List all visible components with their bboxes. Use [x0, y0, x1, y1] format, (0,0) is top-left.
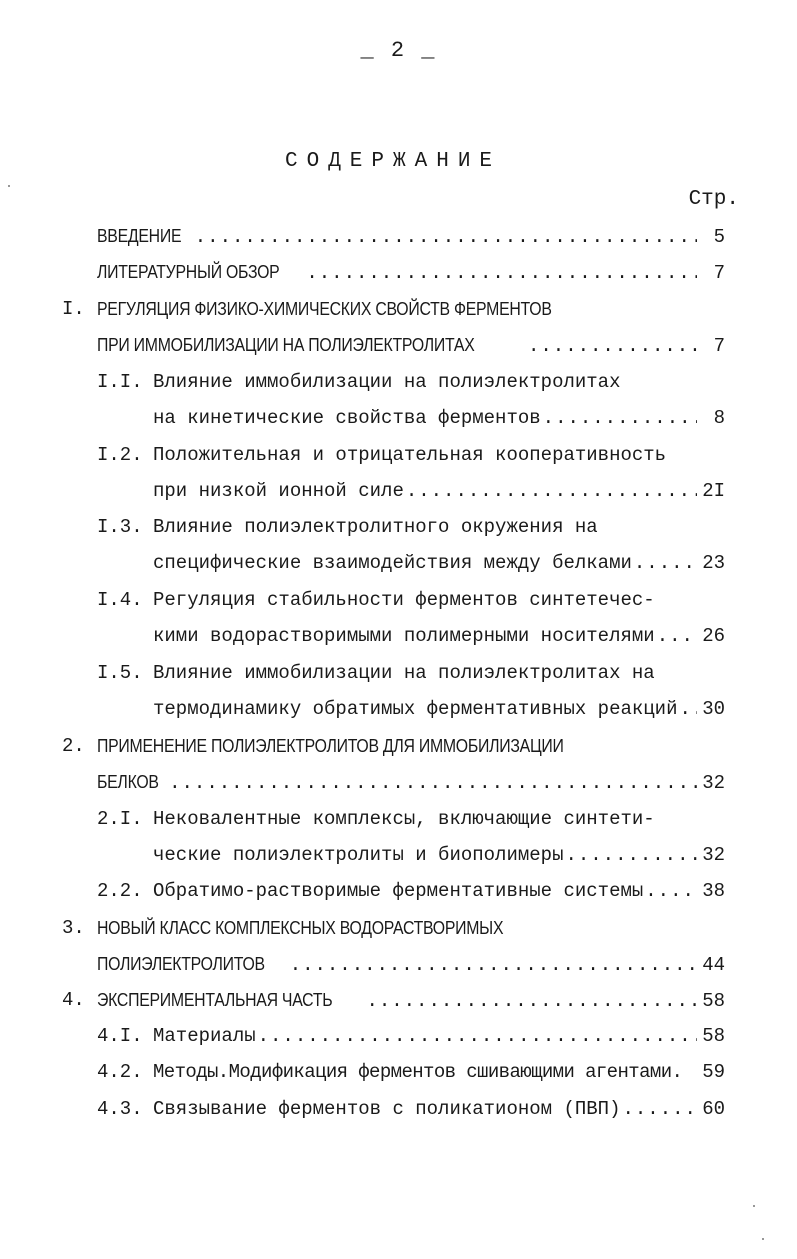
toc-entry-text: Связывание ферментов с поликатионом (ПВП) [153, 1098, 621, 1120]
toc-entry-4-2 [0, 1058, 797, 1086]
toc-entry-1-5-cont [0, 695, 797, 723]
leader-dots [528, 332, 697, 360]
toc-entry-2-1 [0, 805, 797, 833]
toc-entry-chapter-2-cont [0, 768, 797, 796]
toc-entry-4-3 [0, 1095, 797, 1123]
toc-entry-text: ПРИМЕНЕНИЕ ПОЛИЭЛЕКТРОЛИТОВ ДЛЯ ИММОБИЛИЗАЦИИ [97, 736, 564, 756]
toc-entry-text: ПРИ ИММОБИЛИЗАЦИИ НА ПОЛИЭЛЕКТРОЛИТАХ [97, 335, 475, 355]
toc-entry-number: I.4. [97, 589, 143, 611]
toc-page-number: 58 [702, 1025, 725, 1047]
leader-dots [169, 769, 697, 797]
leader-dots [306, 259, 697, 287]
toc-entry-text: специфические взаимодействия между белками [153, 552, 632, 574]
toc-entry-1-2-cont [0, 477, 797, 505]
toc-page-number: 58 [702, 990, 725, 1012]
scan-speck [8, 185, 10, 187]
toc-entry-1-5 [0, 659, 797, 687]
toc-entry-1-4 [0, 586, 797, 614]
toc-entry-number: I.I. [97, 371, 143, 393]
toc-entry-text: Методы.Модификация ферментов сшивающими агентами. [153, 1061, 683, 1083]
toc-entry-2-1-cont [0, 841, 797, 869]
scan-speck [753, 1205, 755, 1207]
toc-entry-text: НОВЫЙ КЛАСС КОМПЛЕКСНЫХ ВОДОРАСТВОРИМЫХ [97, 918, 504, 938]
leader-dots [290, 951, 697, 979]
toc-entry-chapter-2 [0, 732, 797, 760]
toc-entry-1-2 [0, 441, 797, 469]
toc-entry-text: Регуляция стабильности ферментов синтетечес- [153, 589, 655, 611]
toc-entry-1-3-cont [0, 549, 797, 577]
toc-entry-chapter-3 [0, 914, 797, 942]
toc-entry-text: Влияние иммобилизации на полиэлектролитах [153, 371, 621, 393]
toc-entry-text: при низкой ионной силе [153, 480, 404, 502]
toc-entry-review [0, 258, 797, 286]
toc-entry-text: ПОЛИЭЛЕКТРОЛИТОВ [97, 954, 265, 974]
toc-entry-number: I. [62, 298, 85, 320]
toc-entry-number: 4.2. [97, 1061, 143, 1083]
toc-page-number: 32 [702, 772, 725, 794]
toc-entry-2-2 [0, 877, 797, 905]
toc-entry-text: РЕГУЛЯЦИЯ ФИЗИКО-ХИМИЧЕСКИХ СВОЙСТВ ФЕРМЕНТОВ [97, 299, 552, 319]
toc-entry-text: на кинетические свойства ферментов [153, 407, 541, 429]
toc-entry-text: ЛИТЕРАТУРНЫЙ ОБЗОР [97, 262, 280, 282]
scan-speck [762, 1238, 764, 1240]
toc-entry-1-4-cont [0, 622, 797, 650]
leader-dots [258, 1022, 697, 1050]
toc-entry-text: термодинамику обратимых ферментативных реакций [153, 698, 678, 720]
toc-entry-number: 4.3. [97, 1098, 143, 1120]
toc-entry-number: I.3. [97, 516, 143, 538]
toc-page-number: 44 [702, 954, 725, 976]
leader-dots [195, 223, 697, 251]
contents-heading: СОДЕРЖАНИЕ [285, 150, 502, 173]
toc-entry-number: 3. [62, 917, 85, 939]
toc-entry-1-3 [0, 513, 797, 541]
toc-entry-text: Обратимо-растворимые ферментативные системы [153, 880, 644, 902]
leader-dots [634, 549, 697, 577]
leader-dots [622, 1095, 697, 1123]
toc-entry-number: 2.I. [97, 808, 143, 830]
leader-dots [366, 987, 697, 1015]
toc-entry-1-1 [0, 368, 797, 396]
toc-page-number: 38 [702, 880, 725, 902]
toc-entry-chapter-3-cont [0, 950, 797, 978]
toc-entry-number: 4.I. [97, 1025, 143, 1047]
toc-page-number: 60 [702, 1098, 725, 1120]
toc-page-number: 59 [702, 1061, 725, 1083]
leader-dots [565, 841, 697, 869]
toc-entry-text: ЭКСПЕРИМЕНТАЛЬНАЯ ЧАСТЬ [97, 990, 333, 1010]
leader-dots [406, 477, 697, 505]
toc-entry-text: ВВЕДЕНИЕ [97, 226, 182, 246]
toc-entry-number: I.2. [97, 444, 143, 466]
toc-entry-text: ческие полиэлектролиты и биополимеры [153, 844, 564, 866]
toc-entry-number: 2. [62, 735, 85, 757]
toc-page-number: 26 [702, 625, 725, 647]
toc-page-number: 32 [702, 844, 725, 866]
leader-dots [645, 877, 697, 905]
toc-entry-number: I.5. [97, 662, 143, 684]
toc-entry-chapter-4 [0, 986, 797, 1014]
toc-page-number: 7 [713, 262, 725, 284]
toc-page-number: 5 [713, 226, 725, 248]
leader-dots [680, 695, 698, 723]
toc-page-number: 7 [713, 335, 725, 357]
toc-entry-text: Положительная и отрицательная кооперативность [153, 444, 667, 466]
toc-entry-number: 4. [62, 989, 85, 1011]
toc-entry-1-1-cont [0, 404, 797, 432]
leader-dots [657, 622, 697, 650]
leader-dots [543, 404, 697, 432]
toc-entry-text: БЕЛКОВ [97, 772, 159, 792]
page-number: _ 2 _ [360, 38, 437, 63]
toc-entry-text: Нековалентные комплексы, включающие синтети- [153, 808, 655, 830]
toc-entry-number: 2.2. [97, 880, 143, 902]
toc-entry-text: Влияние иммобилизации на полиэлектролитах на [153, 662, 655, 684]
page-column-label: Стр. [688, 188, 739, 211]
toc-entry-4-1 [0, 1022, 797, 1050]
toc-entry-text: Влияние полиэлектролитного окружения на [153, 516, 598, 538]
toc-entry-chapter-1-cont [0, 331, 797, 359]
toc-page-number: 30 [702, 698, 725, 720]
toc-entry-chapter-1 [0, 295, 797, 323]
toc-page-number: 8 [713, 407, 725, 429]
toc-page-number: 2I [702, 480, 725, 502]
toc-entry-intro [0, 222, 797, 250]
toc-entry-text: Материалы [153, 1025, 256, 1047]
toc-entry-text: кими водорастворимыми полимерными носителями [153, 625, 655, 647]
toc-page-number: 23 [702, 552, 725, 574]
